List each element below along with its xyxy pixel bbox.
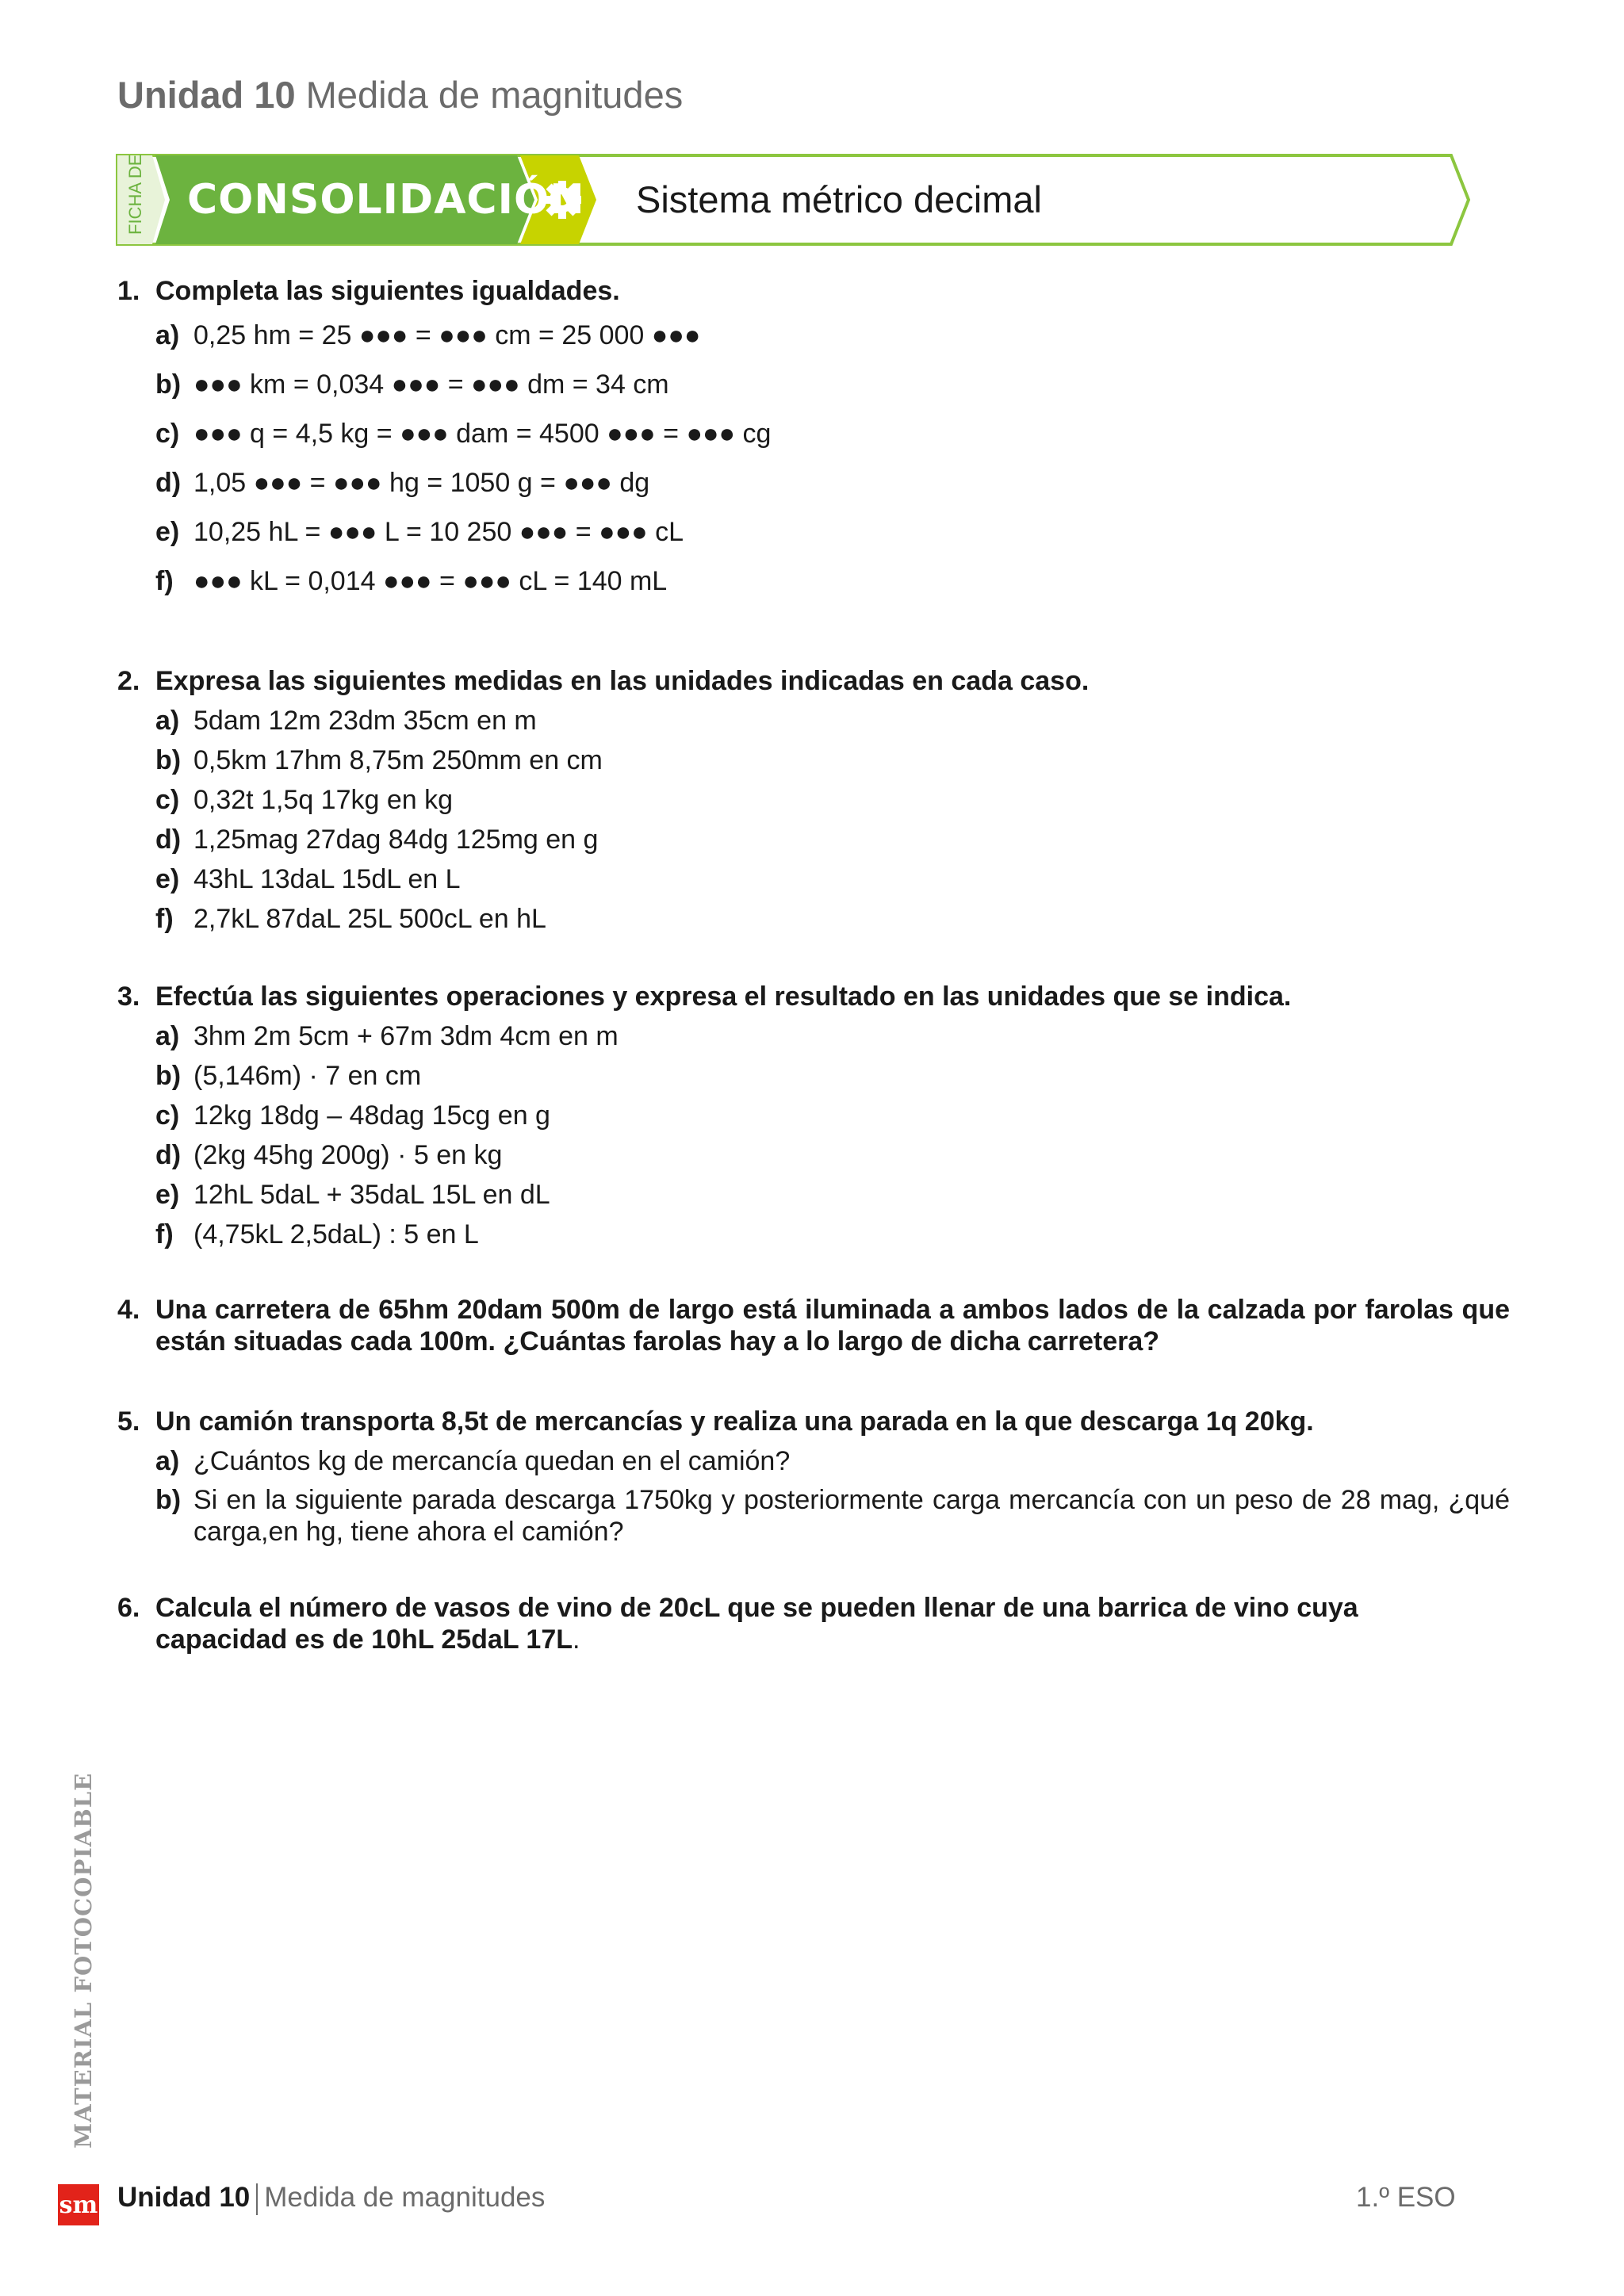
list-item	[155, 1056, 1510, 1096]
item-text: Si en la siguiente parada descarga 1750kg y posteriormente carga mercancía con un peso de 28 mag, ¿qué carga,en hg, tiene ahora el camión?	[193, 1485, 1510, 1547]
item-letter: d)	[155, 825, 182, 855]
item-text: 2,7kL 87daL 25L 500cL en hL	[193, 904, 546, 934]
list-item	[155, 780, 1510, 820]
item-letter: a)	[155, 320, 180, 350]
footer-unit	[117, 2182, 545, 2215]
side-watermark: MATERIAL FOTOCOPIABLE	[70, 1772, 97, 2149]
item-text: 3hm 2m 5cm + 67m 3dm 4cm en m	[193, 1021, 619, 1051]
footer-unit-title: Medida de magnitudes	[264, 2182, 546, 2213]
banner-subtitle: Sistema métrico decimal	[636, 178, 1042, 220]
item-text: 0,25 hm = 25 ●●● = ●●● cm = 25 000 ●●●	[193, 320, 701, 350]
question-number: 2.	[117, 666, 140, 696]
question-number: 1.	[117, 276, 140, 306]
question-text: Completa las siguientes igualdades.	[155, 276, 620, 306]
question-text: Efectúa las siguientes operaciones y expresa el resultado en las unidades que se indica.	[155, 982, 1292, 1012]
sm-logo: sm	[58, 2184, 99, 2225]
item-letter: e)	[155, 864, 180, 894]
question-number: 3.	[117, 982, 140, 1012]
question-1	[117, 276, 1510, 606]
item-letter: b)	[155, 745, 182, 775]
item-letter: c)	[155, 785, 180, 815]
list-item	[155, 360, 1510, 409]
list-item	[155, 859, 1510, 899]
question-6	[117, 1592, 1510, 1655]
item-text: 0,5km 17hm 8,75m 250mm en cm	[193, 745, 603, 775]
item-text: ¿Cuántos kg de mercancía quedan en el camión?	[193, 1446, 791, 1476]
item-text: 12kg 18dg – 48dag 15cg en g	[193, 1100, 550, 1131]
item-text: 1,25mag 27dag 84dg 125mg en g	[193, 825, 599, 855]
banner-ficha-de: FICHA DE	[125, 154, 145, 235]
question-4	[117, 1294, 1510, 1357]
list-item	[155, 820, 1510, 859]
footer-unit-number: Unidad 10	[117, 2182, 251, 2213]
item-text: (5,146m) · 7 en cm	[193, 1061, 422, 1091]
item-letter: b)	[155, 1061, 182, 1091]
question-5	[117, 1402, 1510, 1548]
question-text-end: .	[573, 1624, 580, 1655]
item-text: ●●● q = 4,5 kg = ●●● dam = 4500 ●●● = ●●● cg	[193, 418, 772, 449]
question-number: 6.	[117, 1593, 140, 1623]
list-item	[155, 311, 1510, 360]
item-text: 0,32t 1,5q 17kg en kg	[193, 785, 454, 815]
list-item	[155, 701, 1510, 740]
item-text: 43hL 13daL 15dL en L	[193, 864, 461, 894]
header-unit-number: Unidad 10	[117, 74, 296, 116]
list-item	[155, 1484, 1510, 1548]
list-item	[155, 1215, 1510, 1254]
item-letter: b)	[155, 369, 182, 400]
question-text: Expresa las siguientes medidas en las unidades indicadas en cada caso.	[155, 666, 1090, 696]
list-item	[155, 899, 1510, 939]
list-item	[155, 557, 1510, 606]
banner-title: CONSOLIDACIÓN	[187, 176, 585, 224]
item-text: ●●● km = 0,034 ●●● = ●●● dm = 34 cm	[193, 369, 669, 400]
question-number: 5.	[117, 1406, 140, 1437]
item-text: (2kg 45hg 200g) · 5 en kg	[193, 1140, 503, 1170]
item-letter: a)	[155, 706, 180, 736]
footer-level: 1.º ESO	[1356, 2182, 1456, 2213]
item-text: 1,05 ●●● = ●●● hg = 1050 g = ●●● dg	[193, 467, 650, 498]
header-unit-title: Medida de magnitudes	[305, 74, 684, 116]
question-text: Calcula el número de vasos de vino de 20cL que se pueden llenar de una barrica de vino cuya capacidad es de 10hL 25daL 17L	[155, 1593, 1358, 1655]
item-letter: e)	[155, 516, 180, 547]
list-item	[155, 1096, 1510, 1135]
footer-separator	[256, 2183, 258, 2215]
item-letter: c)	[155, 418, 180, 449]
list-item	[155, 1135, 1510, 1175]
item-letter: f)	[155, 904, 174, 934]
list-item	[155, 1175, 1510, 1215]
item-letter: b)	[155, 1485, 182, 1515]
list-item	[155, 409, 1510, 458]
list-item	[155, 458, 1510, 507]
item-text: (4,75kL 2,5daL) : 5 en L	[193, 1219, 479, 1249]
question-text: Un camión transporta 8,5t de mercancías y realiza una parada en la que descarga 1q 20kg.	[155, 1406, 1314, 1437]
item-letter: f)	[155, 1219, 174, 1249]
item-letter: a)	[155, 1446, 180, 1476]
list-item	[155, 740, 1510, 780]
item-text: 12hL 5daL + 35daL 15L en dL	[193, 1180, 550, 1210]
list-item	[155, 1441, 1510, 1481]
question-number: 4.	[117, 1295, 140, 1325]
item-text: 5dam 12m 23dm 35cm en m	[193, 706, 537, 736]
item-letter: a)	[155, 1021, 180, 1051]
item-letter: e)	[155, 1180, 180, 1210]
question-2	[117, 661, 1510, 939]
question-3	[117, 977, 1510, 1254]
question-text: Una carretera de 65hm 20dam 500m de largo está iluminada a ambos lados de la calzada por farolas que están situadas cada 100m. ¿Cuántas farolas hay a lo largo de dicha carretera?	[155, 1295, 1510, 1357]
exercise-list	[117, 276, 1510, 1655]
item-letter: c)	[155, 1100, 180, 1131]
item-letter: d)	[155, 1140, 182, 1170]
item-letter: f)	[155, 565, 174, 596]
item-text: 10,25 hL = ●●● L = 10 250 ●●● = ●●● cL	[193, 516, 684, 547]
list-item	[155, 1016, 1510, 1056]
item-letter: d)	[155, 467, 182, 498]
item-text: ●●● kL = 0,014 ●●● = ●●● cL = 140 mL	[193, 565, 668, 596]
list-item	[155, 507, 1510, 557]
